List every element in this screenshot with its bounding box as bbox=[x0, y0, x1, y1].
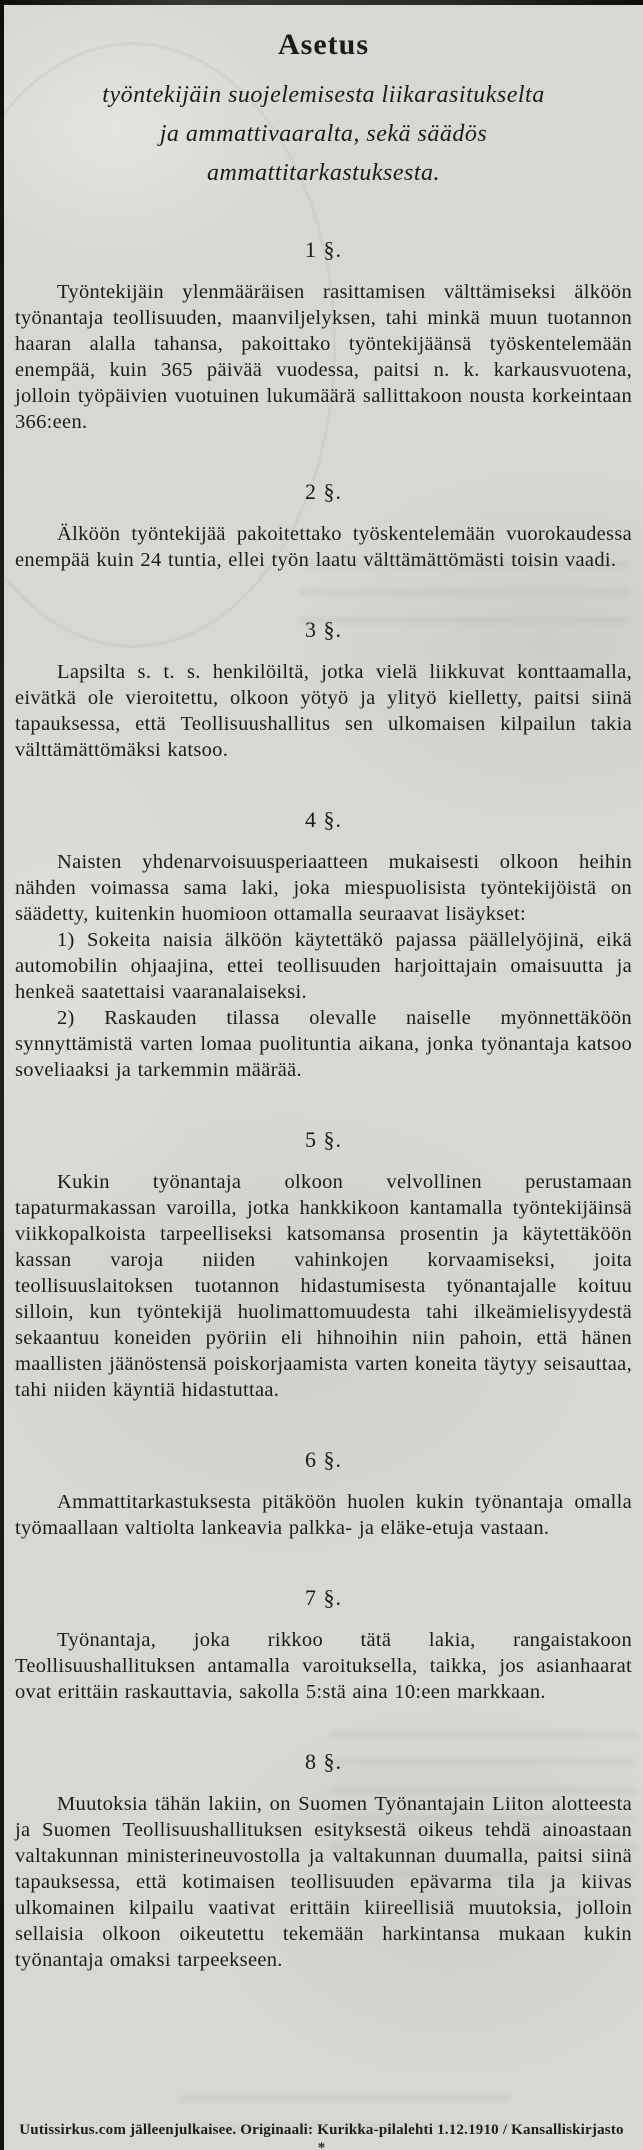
footer-asterisk-mark: * bbox=[317, 2140, 326, 2150]
section-paragraph: Työnantaja, joka rikkoo tätä lakia, rangaistakoon Teollisuushallituksen antamalla varoituksella, taikka, jos asianhaarat ovat erittäin raskauttavia, sakolla 5:stä aina 10:een markkaan. bbox=[15, 1629, 632, 1703]
section-heading: 3 §. bbox=[305, 617, 342, 642]
section-paragraph: 1) Sokeita naisia älköön käytettäkö pajassa päällelyöjinä, eikä automobilin ohjaajina, ettei teollisuuden harjoittajain omaisuutta ja henkeä saatettaisi vaaranalaiseksi. bbox=[15, 929, 632, 1003]
section-heading: 1 §. bbox=[305, 237, 342, 262]
section-heading: 8 §. bbox=[305, 1749, 342, 1774]
document-content bbox=[0, 28, 643, 1973]
subtitle-line: ammattitarkastuksesta. bbox=[207, 160, 440, 186]
section-heading: 6 §. bbox=[305, 1447, 342, 1472]
section-paragraph: Muutoksia tähän lakiin, on Suomen Työnantajain Liiton alotteesta ja Suomen Teollisuushallituksen esityksestä oikeus tehdä ainoastaan valtakunnan ministerineuvostolla ja valtakunnan duumalla, paitsi siinä tapauksessa, että kotimaisen teollisuuden epävarma tila ja kiivas ulkomainen kilpailu vaativat erittäin kiireellisiä muutoksia, jolloin sellaisia olkoon oikeutettu tekemään harkintansa mukaan kukin työnantaja omaksi tarpeekseen. bbox=[15, 1793, 632, 1971]
section-heading: 7 §. bbox=[305, 1585, 342, 1610]
republication-credit: Uutissirkus.com jälleenjulkaisee. Originaali: Kurikka-pilalehti 1.12.1910 / Kansalliskirjasto bbox=[19, 2122, 624, 2138]
section-paragraph: Työntekijäin ylenmääräisen rasittamisen välttämiseksi älköön työnantaja teollisuuden, maanviljelyksen, tahi minkä muun tuotannon haaran alalla tahansa, pakoittako työntekijäänsä työskentelemään enempää, kuin 365 päivää vuodessa, paitsi n. k. karkausvuotena, jolloin työpäivien vuotuinen lukumäärä sallittakoon nousta korkeintaan 366:een. bbox=[15, 281, 632, 433]
section-paragraph: Älköön työntekijää pakoitettako työskentelemään vuorokaudessa enempää kuin 24 tuntia, ellei työn laatu välttämättömästi toisin vaadi. bbox=[15, 523, 632, 571]
section-heading: 2 §. bbox=[305, 479, 342, 504]
section-8 bbox=[15, 1749, 632, 1973]
section-1 bbox=[15, 237, 632, 435]
section-paragraph: Lapsilta s. t. s. henkilöiltä, jotka vielä liikkuvat konttaamalla, eivätkä ole vieroitettu, olkoon yötyö ja ylityö kielletty, paitsi siinä tapauksessa, että Teollisuushallitus sen ulkomaisen kilpailun takia välttämättömäksi katsoo. bbox=[15, 661, 632, 761]
section-3 bbox=[15, 617, 632, 763]
section-2 bbox=[15, 479, 632, 573]
scan-edge-left bbox=[0, 0, 4, 2150]
section-4 bbox=[15, 807, 632, 1083]
section-7 bbox=[15, 1585, 632, 1705]
section-paragraph: 2) Raskauden tilassa olevalle naiselle myönnettäköön synnyttämistä varten lomaa puolituntia aikana, jonka työnantaja katsoo soveliaaksi ja tarkemmin määrää. bbox=[15, 1007, 632, 1081]
subtitle-line: työntekijäin suojelemisesta liikarasitukselta bbox=[102, 82, 545, 108]
document-title: Asetus bbox=[277, 28, 369, 61]
section-heading: 4 §. bbox=[305, 807, 342, 832]
section-paragraph: Ammattitarkastuksesta pitäköön huolen kukin työnantaja omalla työmaallaan valtiolta lankeavia palkka- ja eläke-etuja vastaan. bbox=[15, 1491, 632, 1539]
document-subtitle bbox=[15, 76, 632, 193]
scan-edge-top bbox=[0, 0, 643, 5]
section-paragraph: Kukin työnantaja olkoon velvollinen perustamaan tapaturmakassan varoilla, jotka hankkikoon kantamalla työntekijäinsä viikkopalkoista tarpeelliseksi katsomansa prosentin ja käytettäköön kassan varoja niiden vahinkojen korvaamiseksi, joita teollisuuslaitoksen tuotannon hidastumisesta työnantajalle koituu silloin, kun työntekijä huolimattomuudesta tahi ilkeämielisyydestä sekaantuu koneiden pyöriin eli hihnoihin niin pahoin, että hänen maallisten jäänöstensä poiskorjaamista varten koneita täytyy seisauttaa, tahi niiden käyntiä hidastuttaa. bbox=[15, 1171, 632, 1401]
section-heading: 5 §. bbox=[305, 1127, 342, 1152]
subtitle-line: ja ammattivaaralta, sekä säädös bbox=[159, 121, 488, 147]
section-6 bbox=[15, 1447, 632, 1541]
section-5 bbox=[15, 1127, 632, 1403]
section-paragraph: Naisten yhdenarvoisuusperiaatteen mukaisesti olkoon heihin nähden voimassa sama laki, joka miespuolisista työntekijöistä on säädetty, kuitenkin huomioon ottamalla seuraavat lisäykset: bbox=[15, 851, 632, 925]
